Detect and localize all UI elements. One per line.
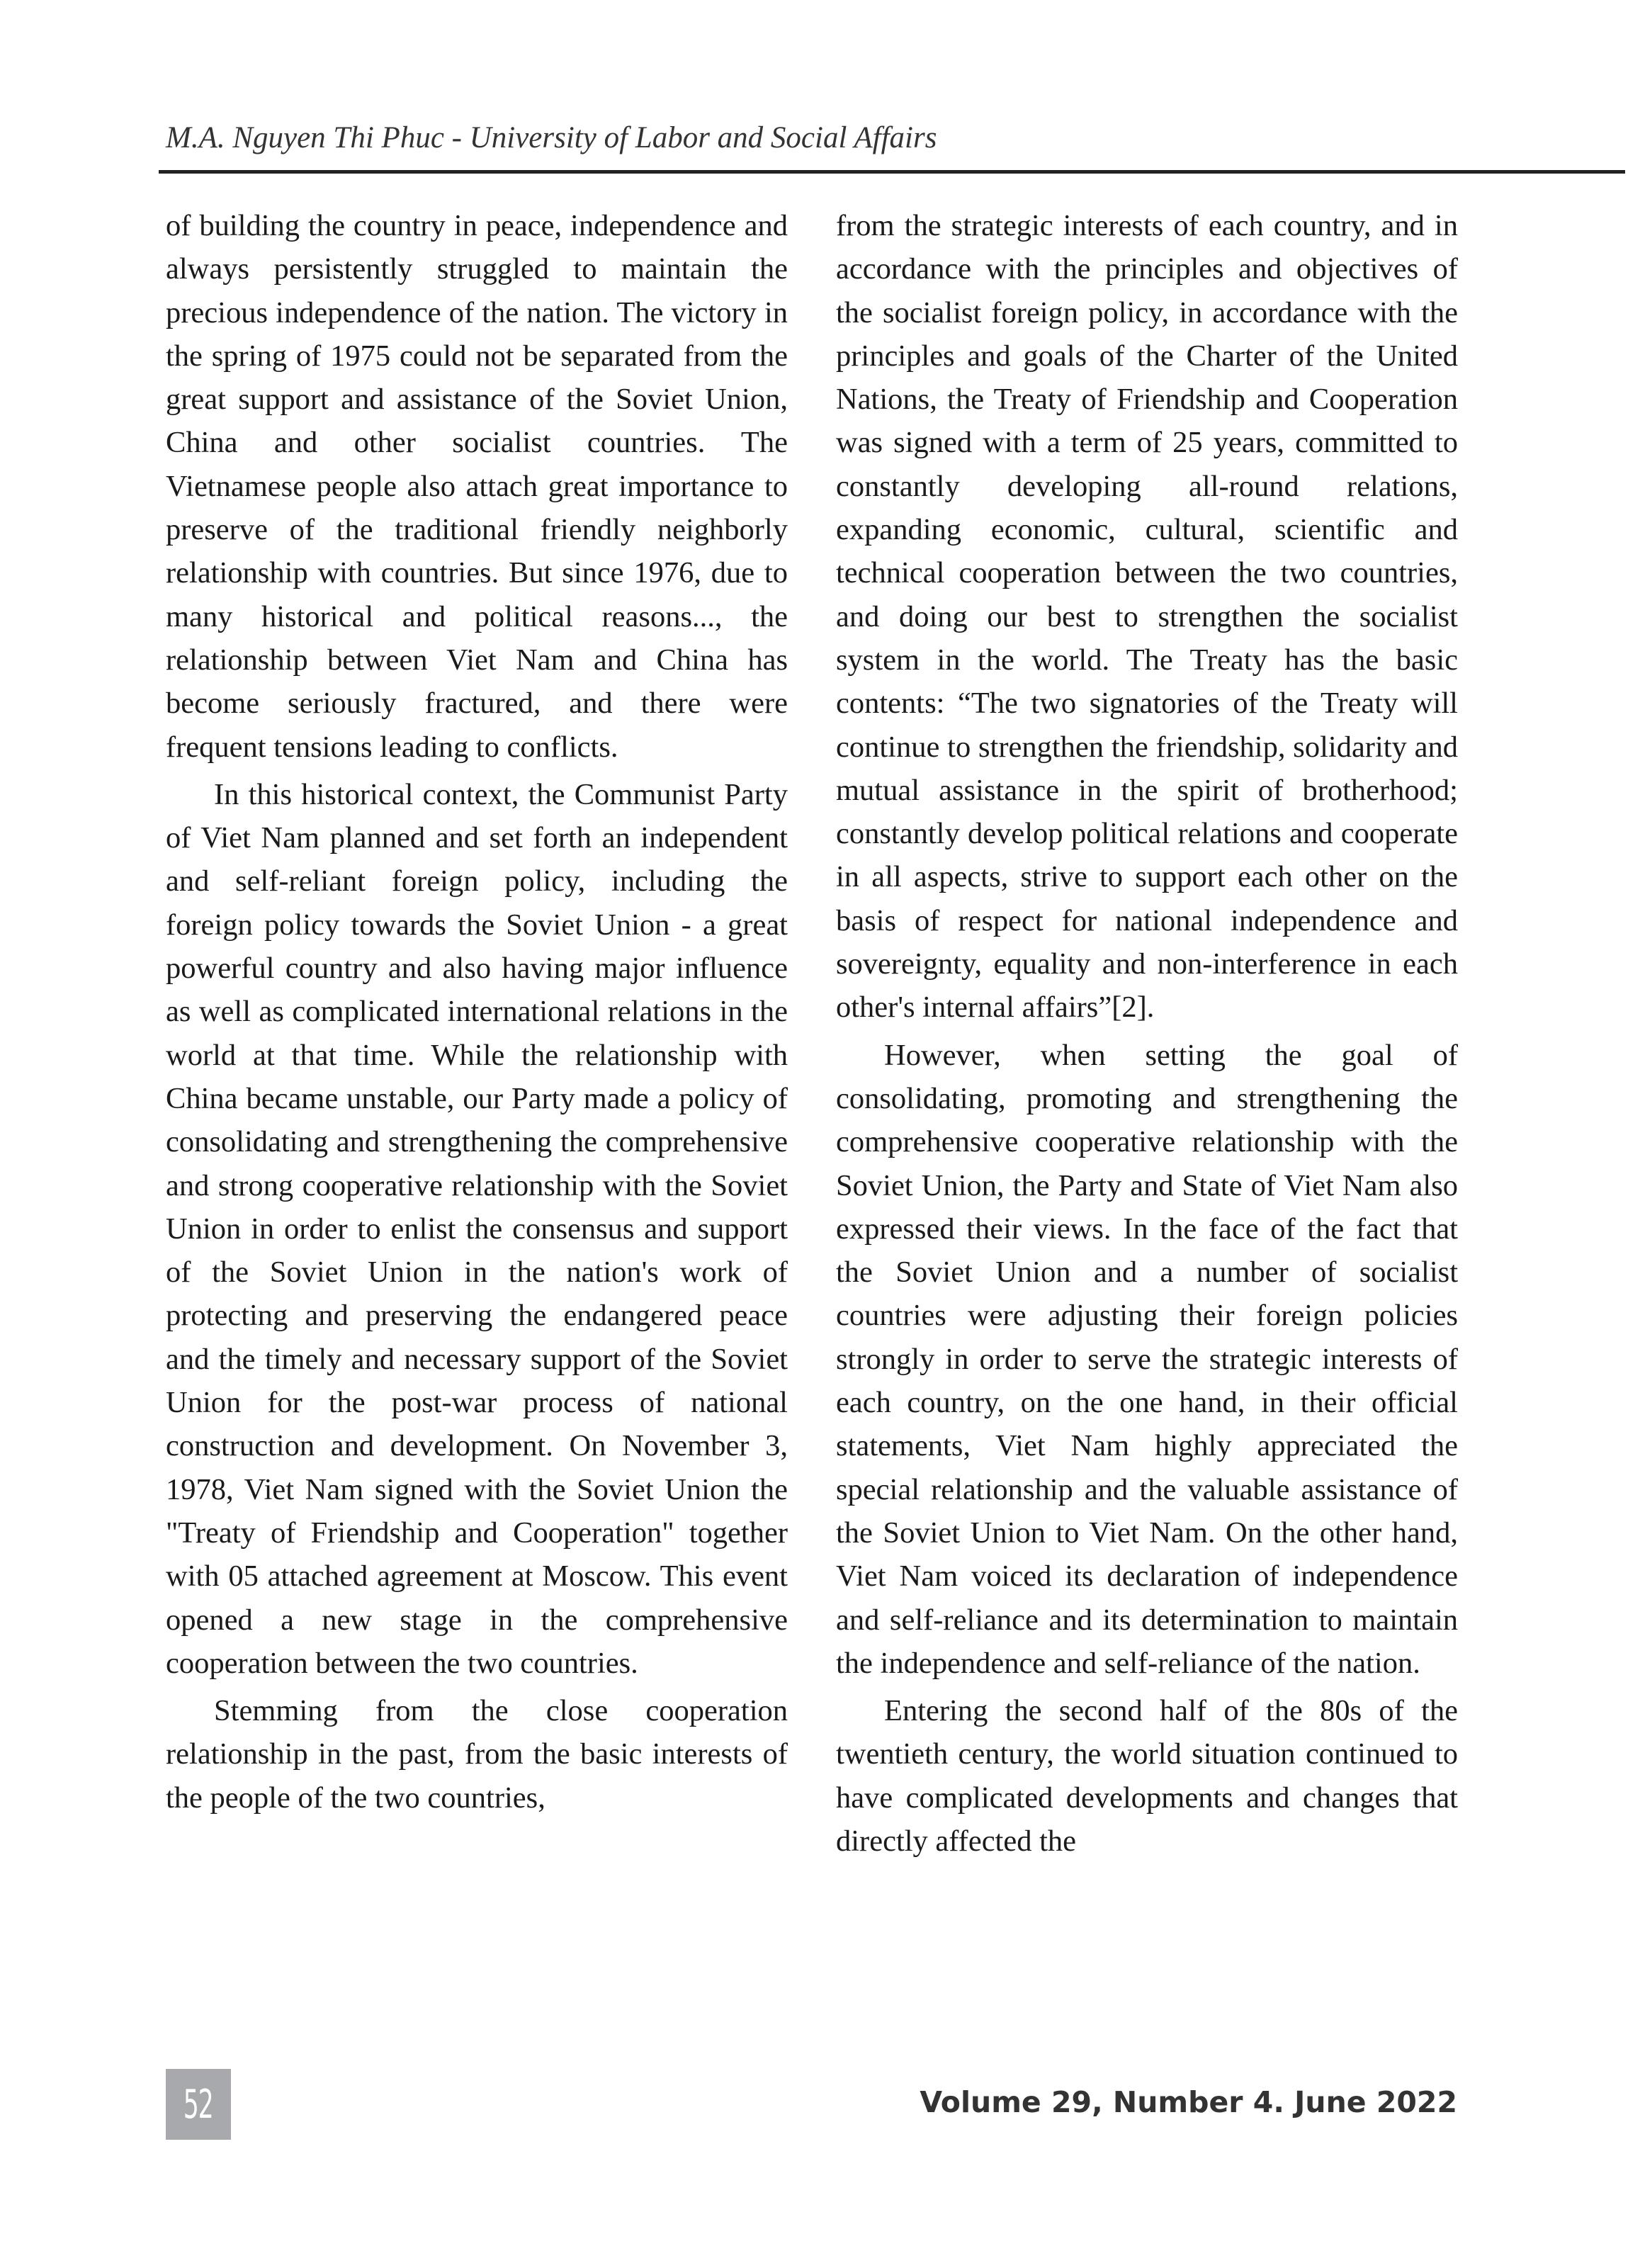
paragraph: Entering the second half of the 80s of the twentieth century, the world situation continued to have complicated developments and changes that directly affected the [836, 1694, 1458, 1858]
paragraph-continued: of building the country in peace, independence and always persistently struggled to maintain the precious independence of the nation. The victory in the spring of 1975 could not be separated from the great support and assistance of the Soviet Union, China and other socialist countries. The Vietnamese people also attach great importance to preserve of the traditional friendly neighborly relationship with countries. But since 1976, due to many historical and political reasons..., the relationship between Viet Nam and China has become seriously fractured, and there were frequent tensions leading to conflicts. [166, 209, 788, 764]
running-header: M.A. Nguyen Thi Phuc - University of Labor and Social Affairs [166, 121, 937, 154]
paragraph: However, when setting the goal of consolidating, promoting and strengthening the comprehensive cooperative relationship with the Soviet Union, the Party and State of Viet Nam also expressed their views. In the face of the fact that the Soviet Union and a number of socialist countries were adjusting their foreign policies strongly in order to serve the strategic interests of each country, on the one hand, in their official statements, Viet Nam highly appreciated the special relationship and the valuable assistance of the Soviet Union to Viet Nam. On the other hand, Viet Nam voiced its declaration of independence and self-reliance and its determination to maintain the independence and self-reliance of the nation. [836, 1038, 1458, 1680]
left-column [166, 204, 788, 1824]
header-rule [159, 170, 1625, 174]
paragraph: In this historical context, the Communist Party of Viet Nam planned and set forth an independent and self-reliant foreign policy, including the foreign policy towards the Soviet Union - a great powerful country and also having major influence as well as complicated international relations in the world at that time. While the relationship with China became unstable, our Party made a policy of consolidating and strengthening the comprehensive and strong cooperative relationship with the Soviet Union in order to enlist the consensus and support of the Soviet Union in the nation's work of protecting and preserving the endangered peace and the timely and necessary support of the Soviet Union for the post-war process of national construction and development. On November 3, 1978, Viet Nam signed with the Soviet Union the "Treaty of Friendship and Cooperation" together with 05 attached agreement at Moscow. This event opened a new stage in the comprehensive cooperation between the two countries. [166, 777, 788, 1680]
page-number: 52 [183, 2081, 213, 2128]
issue-info: Volume 29, Number 4. June 2022 [920, 2085, 1457, 2119]
paragraph: Stemming from the close cooperation relationship in the past, from the basic interests of the people of the two countries, [166, 1694, 788, 1815]
right-column [836, 204, 1458, 1867]
paragraph-continued: from the strategic interests of each country, and in accordance with the principles and objectives of the socialist foreign policy, in accordance with the principles and goals of the Charter of the United Nations, the Treaty of Friendship and Cooperation was signed with a term of 25 years, committed to constantly developing all-round relations, expanding economic, cultural, scientific and technical cooperation between the two countries, and doing our best to strengthen the socialist system in the world. The Treaty has the basic contents: “The two signatories of the Treaty will continue to strengthen the friendship, solidarity and mutual assistance in the spirit of brotherhood; constantly develop political relations and cooperate in all aspects, strive to support each other on the basis of respect for national independence and sovereignty, equality and non-interference in each other's internal affairs”[2]. [836, 209, 1458, 1025]
page-number-badge [166, 2069, 231, 2140]
